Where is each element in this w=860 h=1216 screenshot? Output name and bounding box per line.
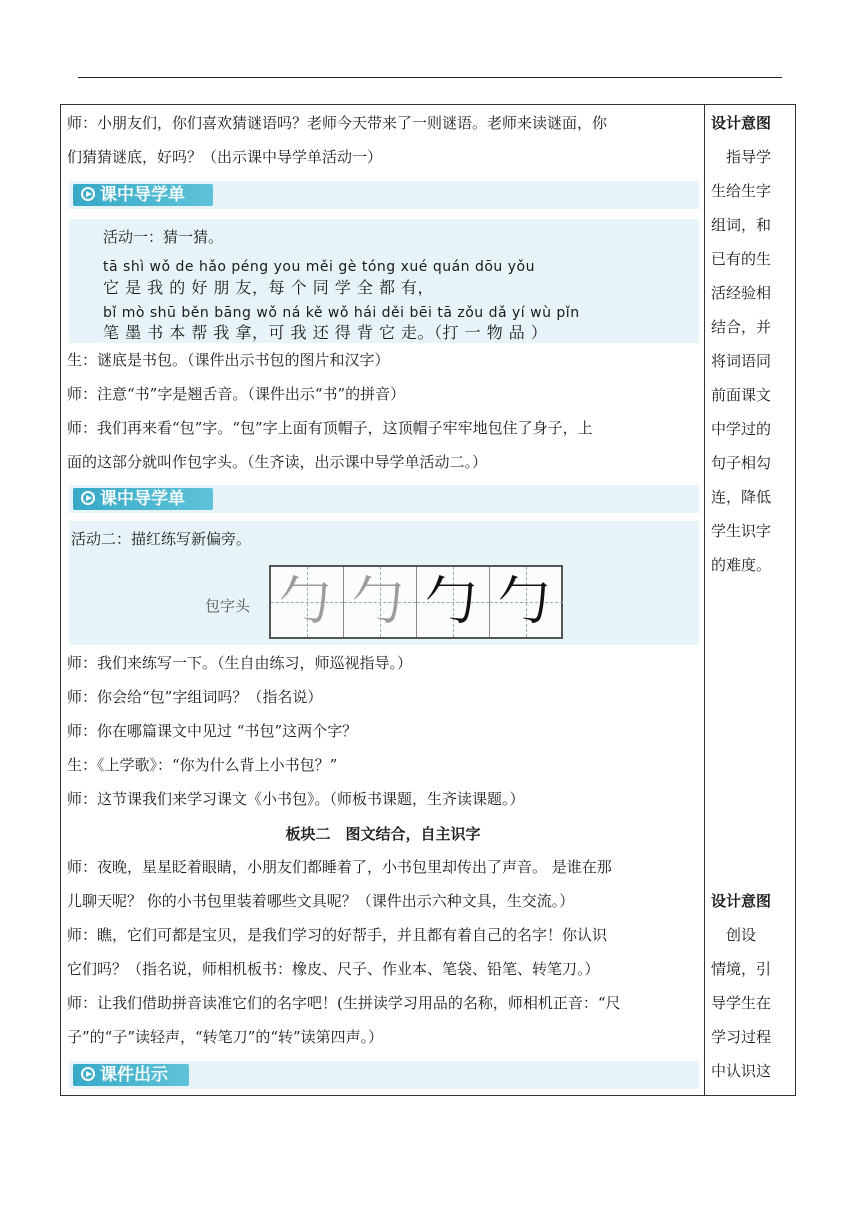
design-intent-line: 的难度。 bbox=[711, 556, 772, 574]
text-line: 儿聊天呢？ 你的小书包里装着哪些文具呢？（课件出示六种文具，生交流。） bbox=[67, 892, 575, 910]
activity-two-title: 活动二：描红练写新偏旁。 bbox=[71, 530, 252, 548]
design-intent-line: 导学生在 bbox=[711, 994, 772, 1012]
courseware-tag-label: 课件出示 bbox=[100, 1065, 168, 1085]
text-line: 生：《上学歌》：“你为什么背上小书包？” bbox=[67, 756, 338, 774]
play-icon bbox=[81, 187, 95, 201]
grid-cell bbox=[490, 567, 563, 637]
text-line: 师：瞧，它们可都是宝贝，是我们学习的好帮手，并且都有着自己的名字！你认识 bbox=[67, 926, 608, 944]
guide-tag-label: 课中导学单 bbox=[100, 489, 185, 509]
radical-label: 包字头 bbox=[205, 597, 251, 615]
courseware-tag bbox=[73, 1064, 189, 1086]
riddle-pinyin-line-2: bǐ mò shū běn bāng wǒ ná kě wǒ hái děi bēi tā zǒu dǎ yí wù pǐn bbox=[103, 305, 580, 321]
design-intent-line: 生给生字 bbox=[711, 182, 772, 200]
text-line: 子”的“子”读轻声，“转笔刀”的“转”读第四声。） bbox=[67, 1028, 384, 1046]
design-intent-title: 设计意图 bbox=[711, 114, 772, 132]
column-divider bbox=[704, 105, 705, 1095]
text-line: 面的这部分就叫作包字头。（生齐读，出示课中导学单活动二。） bbox=[67, 453, 488, 471]
text-line: 师：我们再来看“包”字。“包”字上面有顶帽子，这顶帽子牢牢地包住了身子，上 bbox=[67, 419, 593, 437]
design-intent-line: 组词，和 bbox=[711, 216, 772, 234]
activity-one-panel bbox=[69, 219, 699, 343]
play-icon bbox=[81, 491, 95, 505]
design-intent-line: 中认识这 bbox=[711, 1062, 772, 1080]
riddle-hanzi-line-1: 它 是 我 的 好 朋 友，每 个 同 学 全 都 有， bbox=[103, 278, 435, 297]
text-line: 师：你会给“包”字组词吗？（指名说） bbox=[67, 688, 323, 706]
grid-cell bbox=[271, 567, 344, 637]
trace-char: 勹 bbox=[279, 572, 332, 632]
text-line: 们猜猜谜底，好吗？（出示课中导学单活动一） bbox=[67, 148, 383, 166]
design-intent-line: 句子相勾 bbox=[711, 454, 772, 472]
design-intent-line: 情境，引 bbox=[711, 960, 772, 978]
activity-one-title: 活动一：猜一猜。 bbox=[103, 228, 224, 246]
text-line: 它们吗？（指名说，师相机板书：橡皮、尺子、作业本、笔袋、铅笔、转笔刀。） bbox=[67, 960, 600, 978]
guide-tag bbox=[73, 184, 213, 206]
design-intent-line: 中学过的 bbox=[711, 420, 772, 438]
design-intent-line: 创设 bbox=[711, 926, 757, 944]
design-intent-title: 设计意图 bbox=[711, 892, 772, 910]
writing-grid bbox=[269, 565, 563, 639]
activity-two-panel bbox=[69, 521, 699, 645]
guide-banner bbox=[69, 181, 699, 209]
text-line: 师：这节课我们来学习课文《小书包》。（师板书课题，生齐读课题。） bbox=[67, 790, 525, 808]
design-intent-line: 学习过程 bbox=[711, 1028, 772, 1046]
design-intent-line: 结合，并 bbox=[711, 318, 772, 336]
design-intent-line: 将词语同 bbox=[711, 352, 772, 370]
courseware-banner bbox=[69, 1061, 699, 1089]
guide-tag bbox=[73, 488, 213, 510]
text-line: 师：小朋友们，你们喜欢猜谜语吗？老师今天带来了一则谜语。老师来读谜面，你 bbox=[67, 114, 608, 132]
guide-tag-label: 课中导学单 bbox=[100, 185, 185, 205]
text-line: 生：谜底是书包。（课件出示书包的图片和汉字） bbox=[67, 351, 390, 369]
section-title: 板块二 图文结合，自主识字 bbox=[285, 825, 481, 843]
riddle-hanzi-line-2: 笔 墨 书 本 帮 我 拿，可 我 还 得 背 它 走。（打 一 物 品 ） bbox=[103, 323, 548, 342]
grid-cell bbox=[344, 567, 417, 637]
text-line: 师：我们来练写一下。（生自由练习，师巡视指导。） bbox=[67, 654, 413, 672]
grid-cell bbox=[417, 567, 490, 637]
design-intent-line: 活经验相 bbox=[711, 284, 772, 302]
text-line: 师：让我们借助拼音读准它们的名字吧！(生拼读学习用品的名称，师相机正音：“尺 bbox=[67, 994, 621, 1012]
guide-banner bbox=[69, 485, 699, 513]
trace-char: 勹 bbox=[352, 572, 405, 632]
design-intent-line: 指导学 bbox=[711, 148, 772, 166]
practice-char: 勹 bbox=[498, 572, 551, 632]
text-line: 师：夜晚，星星眨着眼睛，小朋友们都睡着了，小书包里却传出了声音。 是谁在那 bbox=[67, 858, 612, 876]
text-line: 师：你在哪篇课文中见过 “书包”这两个字？ bbox=[67, 722, 358, 740]
design-intent-line: 前面课文 bbox=[711, 386, 772, 404]
practice-char: 勹 bbox=[425, 572, 478, 632]
play-icon bbox=[81, 1067, 95, 1081]
design-intent-line: 连，降低 bbox=[711, 488, 772, 506]
design-intent-line: 已有的生 bbox=[711, 250, 772, 268]
header-rule bbox=[78, 77, 782, 78]
lesson-table bbox=[60, 104, 796, 1096]
text-line: 师：注意“书”字是翘舌音。（课件出示“书”的拼音） bbox=[67, 385, 406, 403]
design-intent-line: 学生识字 bbox=[711, 522, 772, 540]
riddle-pinyin-line-1: tā shì wǒ de hǎo péng you měi gè tóng xué quán dōu yǒu bbox=[103, 259, 535, 275]
